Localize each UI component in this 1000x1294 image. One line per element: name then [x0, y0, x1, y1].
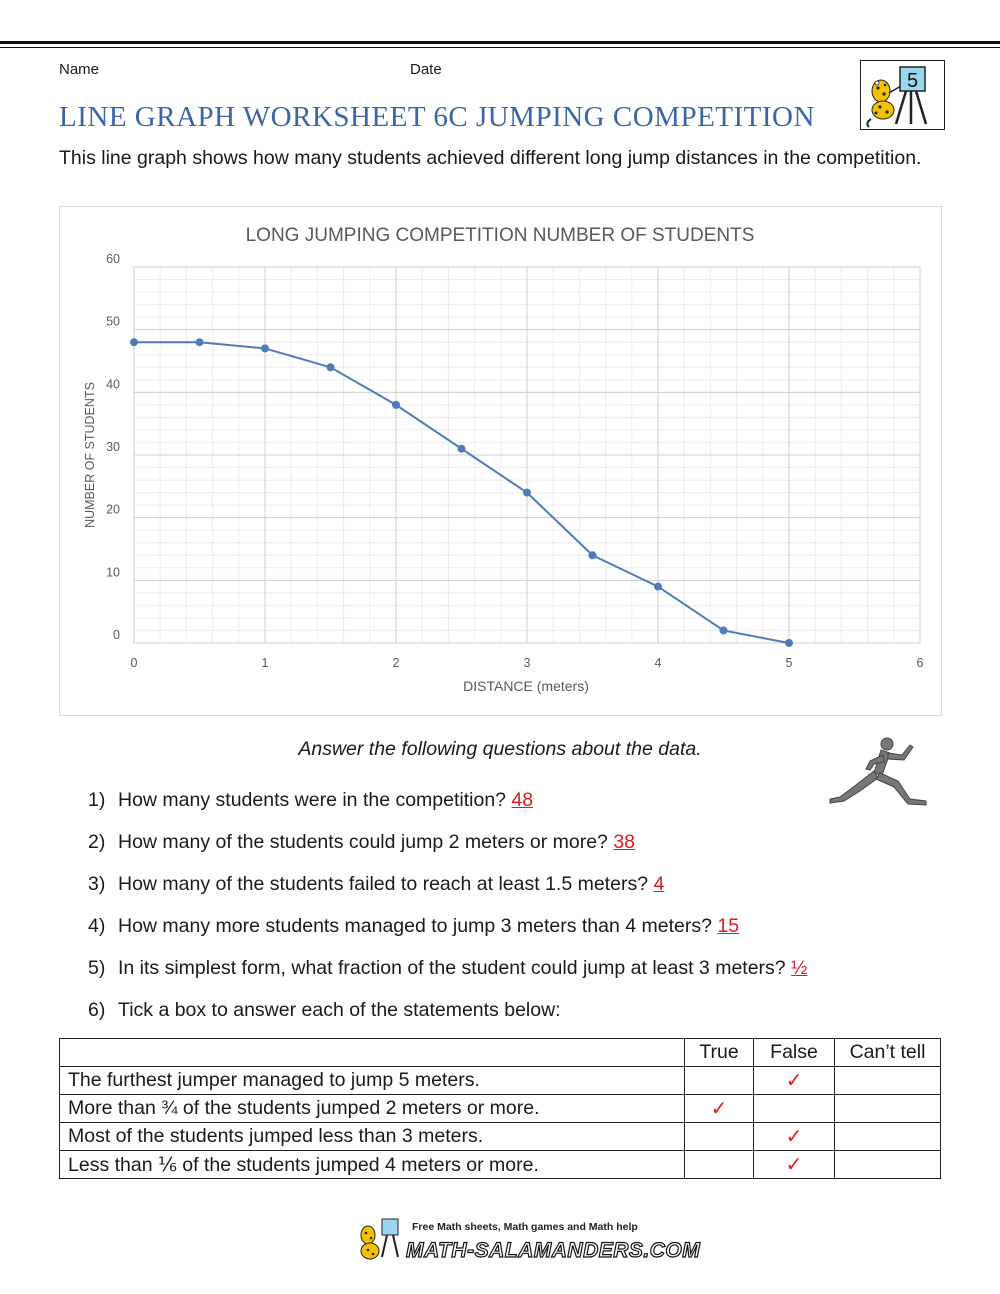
- questions-intro: Answer the following questions about the data.: [298, 738, 702, 760]
- data-point: [523, 489, 531, 497]
- x-tick-label: 6: [916, 656, 924, 670]
- page-title: LINE GRAPH WORKSHEET 6C JUMPING COMPETITION: [59, 101, 815, 133]
- y-tick-label: 10: [106, 565, 120, 580]
- footer-salamander-icon: [361, 1219, 398, 1259]
- false-checkbox[interactable]: ✓: [754, 1067, 835, 1095]
- x-tick-label: 0: [130, 656, 138, 670]
- question-number: 2): [88, 831, 106, 853]
- top-rule-thin: [0, 47, 1000, 48]
- question-5: [88, 957, 807, 980]
- question-number: 6): [88, 999, 106, 1021]
- statement-cell: Most of the students jumped less than 3 meters.: [60, 1123, 685, 1151]
- y-tick-label: 40: [106, 377, 120, 392]
- data-point: [327, 363, 335, 371]
- footer-logo: [354, 1213, 701, 1263]
- true-checkbox[interactable]: ✓: [685, 1095, 754, 1123]
- table-row: [60, 1067, 941, 1095]
- data-point: [130, 338, 138, 346]
- table-row: [60, 1095, 941, 1123]
- question-number: 4): [88, 915, 106, 937]
- data-point: [785, 639, 793, 647]
- true-checkbox[interactable]: [685, 1151, 754, 1179]
- question-2: [88, 831, 635, 854]
- runner-icon: [826, 735, 931, 810]
- question-4: [88, 915, 739, 938]
- footer-site-name: MATH-SALAMANDERS.COM: [406, 1239, 701, 1262]
- false-checkbox[interactable]: [754, 1095, 835, 1123]
- data-point: [392, 401, 400, 409]
- false-checkbox[interactable]: ✓: [754, 1123, 835, 1151]
- top-rule-thick: [0, 41, 1000, 44]
- date-label: Date: [410, 61, 442, 78]
- x-tick-label: 4: [654, 656, 662, 670]
- question-3: [88, 873, 664, 896]
- x-axis-label: DISTANCE (meters): [463, 678, 589, 694]
- statement-cell: More than ¾ of the students jumped 2 meters or more.: [60, 1095, 685, 1123]
- y-tick-label: 20: [106, 502, 120, 517]
- x-tick-label: 1: [261, 656, 269, 670]
- footer-banner: [354, 1213, 701, 1263]
- answer-value: 15: [717, 915, 740, 937]
- data-point: [720, 626, 728, 634]
- footer-tagline: Free Math sheets, Math games and Math help: [412, 1221, 638, 1233]
- data-point: [261, 344, 269, 352]
- question-text: Tick a box to answer each of the statements below:: [118, 999, 561, 1021]
- false-checkbox[interactable]: ✓: [754, 1151, 835, 1179]
- header-true: True: [685, 1039, 754, 1067]
- intro-text: This line graph shows how many students achieved different long jump distances in the competition.: [59, 147, 922, 169]
- statement-cell: The furthest jumper managed to jump 5 meters.: [60, 1067, 685, 1095]
- table-row: [60, 1123, 941, 1151]
- y-axis-label: NUMBER OF STUDENTS: [83, 382, 97, 528]
- table-row: [60, 1151, 941, 1179]
- cant-tell-checkbox[interactable]: [835, 1151, 941, 1179]
- statement-cell: Less than ⅙ of the students jumped 4 meters or more.: [60, 1151, 685, 1179]
- question-text: How many more students managed to jump 3 meters than 4 meters?: [118, 915, 712, 937]
- data-point: [654, 583, 662, 591]
- cant-tell-checkbox[interactable]: [835, 1095, 941, 1123]
- y-tick-label: 30: [106, 440, 120, 454]
- y-tick-label: 0: [113, 628, 120, 642]
- question-number: 5): [88, 957, 106, 979]
- question-text: How many students were in the competition?: [118, 789, 507, 811]
- x-tick-label: 5: [785, 656, 793, 670]
- cant-tell-checkbox[interactable]: [835, 1067, 941, 1095]
- true-false-table: [59, 1038, 941, 1179]
- question-6: [88, 999, 561, 1022]
- header-false: False: [754, 1039, 835, 1067]
- question-number: 3): [88, 873, 106, 895]
- true-checkbox[interactable]: [685, 1123, 754, 1151]
- true-checkbox[interactable]: [685, 1067, 754, 1095]
- question-number: 1): [88, 789, 106, 811]
- cant-tell-checkbox[interactable]: [835, 1123, 941, 1151]
- chart-svg: [60, 207, 941, 715]
- answer-value: 38: [613, 831, 636, 853]
- data-point: [196, 338, 204, 346]
- y-tick-label: 60: [106, 252, 120, 266]
- salamander-icon: [861, 61, 944, 129]
- answer-value: ½: [791, 957, 808, 979]
- chart-title: LONG JUMPING COMPETITION NUMBER OF STUDENTS: [245, 225, 755, 246]
- question-1: [88, 789, 533, 812]
- salamander-logo: [860, 60, 945, 130]
- data-point: [458, 445, 466, 453]
- x-tick-label: 3: [523, 656, 531, 670]
- answer-value: 4: [653, 873, 665, 895]
- table-header-row: [60, 1039, 941, 1067]
- header-cant-tell: Can’t tell: [835, 1039, 941, 1067]
- grade-number: 5: [906, 70, 919, 92]
- question-text: How many of the students failed to reach at least 1.5 meters?: [118, 873, 649, 895]
- y-tick-label: 50: [106, 314, 120, 329]
- x-tick-label: 2: [392, 656, 400, 670]
- answer-value: 48: [511, 789, 534, 811]
- question-text: How many of the students could jump 2 meters or more?: [118, 831, 608, 853]
- data-point: [589, 551, 597, 559]
- name-label: Name: [59, 61, 100, 78]
- question-text: In its simplest form, what fraction of the student could jump at least 3 meters?: [118, 957, 786, 979]
- header-statement: [60, 1039, 685, 1067]
- line-chart: [59, 206, 942, 716]
